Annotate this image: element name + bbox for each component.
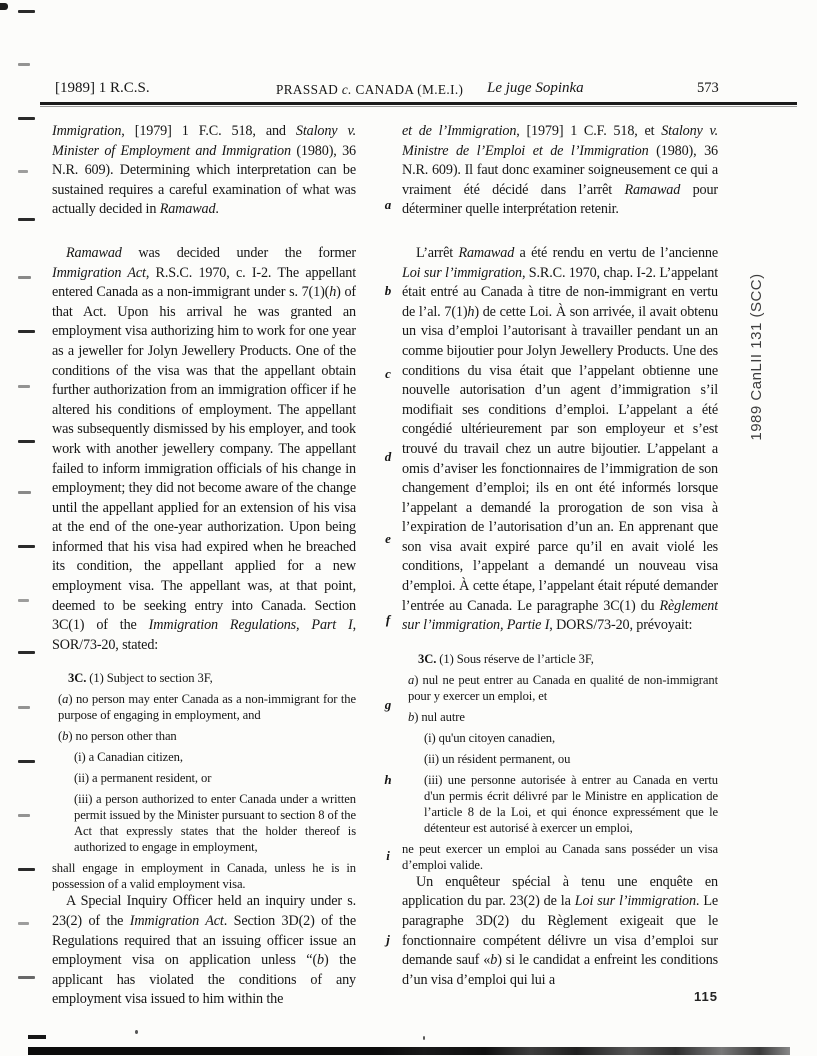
scan-artifact-dash: [18, 170, 28, 173]
margin-letter-c: c: [385, 366, 391, 381]
quote-line: 3C. (1) Subject to section 3F,: [68, 671, 213, 686]
english-column: [52, 122, 356, 1014]
french-column: [402, 122, 718, 1014]
scan-artifact-dash: [18, 651, 35, 654]
scan-artifact-dash: [18, 10, 35, 13]
judge-name: Le juge Sopinka: [487, 80, 584, 96]
paragraph: L’arrêt Ramawad a été rendu en vertu de l’ancienne Loi sur l’immigration, S.R.C. 1970, chap. I-2. L’appelant était entré au Canada à titre de non-immigrant en vertu de l’al. 7(1)h) de cette Loi. À son arrivée, il avait obtenu un visa d’emploi l’autorisant à travailler pendant un an comme bijoutier pour Jolyn Jewellery Products. Une des conditions du visa était que l’appelant obtienne une nouvelle autorisation d’un agent d’immigration s’il modifiait ses conditions d’emploi. L’appelant a été congédié ultérieurement par son employeur et s’est trouvé du travail chez un autre bijoutier. L’appelant a omis d’aviser les fonctionnaires de l’immigration de son changement d’emploi; ils en ont été informés lorsque l’appelant a demandé la prorogation de son visa à l’expiration de l’autorisation d’un an. En apprenant que son visa avait expiré parce qu’il en avait violé les conditions, l’appelant a demandé un nouveau visa d’emploi. À cette étape, l’appelant était réputé demander l’entrée au Canada. Le paragraphe 3C(1) du Règlement sur l’immigration, Partie I, DORS/73-20, prévoyait:: [402, 244, 718, 634]
scan-artifact-dash: [18, 330, 35, 333]
scan-artifact-dash: [18, 706, 30, 709]
scan-artifact-dash: [18, 117, 35, 120]
statute-quote: [402, 651, 718, 873]
scan-artifact-dash: [18, 868, 35, 871]
quote-line: (i) a Canadian citizen,: [74, 750, 183, 765]
paragraph: Un enquêteur spécial à tenu une enquête en application du par. 23(2) de la Loi sur l’immigration. Le paragraphe 3D(2) du Règlement exigeait que le fonctionnaire compétent délivre un visa d’emploi sur demande sauf «b) si le candidat a enfreint les conditions d’un visa d’emploi qui lui a: [402, 873, 718, 988]
scan-artifact-bottom-bar: [28, 1047, 790, 1055]
scan-artifact-dash: [18, 922, 29, 925]
quote-line: (ii) un résident permanent, ou: [424, 751, 571, 766]
canlii-citation-watermark: 1989 CanLII 131 (SCC): [748, 273, 765, 441]
paragraph: Ramawad was decided under the former Immigration Act, R.S.C. 1970, c. I-2. The appellant entered Canada as a non-immigrant under s. 7(1)(h) of that Act. Upon his arrival he was granted an employment visa authorizing him to work for one year as a jeweller for Jolyn Jewellery Products. One of the conditions of the visa was that the appellant obtain further authorization from an immigration officer if he altered his conditions of employment. The appellant was subsequently dismissed by his employer, and took work with another jewellery company. The appellant failed to inform immigration officials of his change in employment; they did not become aware of the change until the appellant applied for an extension of his visa at the end of the one-year authorization. Upon being informed that his visa had expired when he breached its condition, the appellant applied for a new employment visa. The appellant was, at that point, deemed to be seeking entry into Canada. Section 3C(1) of the Immigration Regulations, Part I, SOR/73-20, stated:: [52, 244, 356, 653]
scan-artifact-speck: [135, 1030, 138, 1034]
scan-artifact-dash: [28, 1035, 46, 1039]
quote-line: (a) no person may enter Canada as a non-immigrant for the purpose of engaging in employment, and: [58, 692, 356, 723]
quote-line: ne peut exercer un emploi au Canada sans posséder un visa d’emploi valide.: [402, 841, 718, 872]
quote-line: a) nul ne peut entrer au Canada en qualité de non-immigrant pour y exercer un emploi, et: [408, 672, 718, 703]
scan-artifact-dash: [18, 385, 30, 388]
scan-artifact-corner: [0, 3, 8, 10]
scan-artifact-dash: [18, 545, 35, 548]
margin-letter-e: e: [385, 531, 391, 546]
print-page-number: 115: [694, 989, 718, 1004]
scan-artifact-dash: [18, 63, 30, 66]
margin-letter-d: d: [384, 449, 392, 464]
header-rule-shadow: [40, 106, 797, 107]
quote-line: 3C. (1) Sous réserve de l’article 3F,: [418, 651, 594, 666]
quote-line: b) nul autre: [408, 709, 465, 724]
quote-line: (ii) a permanent resident, or: [74, 771, 212, 786]
scan-artifact-dash: [18, 491, 31, 494]
scan-artifact-dash: [18, 440, 35, 443]
scan-artifact-dash: [18, 599, 29, 602]
header-rule: [40, 102, 797, 105]
quote-line: (iii) a person authorized to enter Canada under a written permit issued by the Minister pursuant to section 8 of the Act that expressly states that the holder thereof is authorized to engage in employment,: [74, 792, 356, 855]
paragraph: et de l’Immigration, [1979] 1 C.F. 518, et Stalony v. Ministre de l’Emploi et de l’Immigration (1980), 36 N.R. 609). Il faut donc examiner soigneusement ce qui a vraiment été décidé dans l’arrêt Ramawad pour déterminer quelle interprétation retenir.: [402, 123, 718, 218]
case-title: PRASSAD c. CANADA (M.E.I.): [276, 82, 464, 97]
reporter-citation: [1989] 1 R.C.S.: [55, 80, 150, 96]
statute-quote: [52, 670, 356, 892]
margin-letter-h: h: [384, 772, 392, 787]
paragraph: A Special Inquiry Officer held an inquiry under s. 23(2) of the Immigration Act. Section 3D(2) of the Regulations required that an issuing officer issue an employment visa on application unless “(b) the applicant has violated the conditions of any employment visa issued to him within the: [52, 893, 356, 1008]
margin-letter-i: i: [386, 848, 390, 863]
scan-artifact-dash: [18, 276, 31, 279]
quote-line: (iii) une personne autorisée à entrer au Canada en vertu d'un permis écrit délivré par le Ministre en application de l’article 8 de la Loi, et qui énonce expressément que le détenteur est autorisé à exercer un emploi,: [424, 772, 718, 835]
paragraph: Immigration, [1979] 1 F.C. 518, and Stalony v. Minister of Employment and Immigration (1980), 36 N.R. 609). Determining which interpretation can be sustained requires a careful examination of what was actually decided in Ramawad.: [52, 123, 356, 218]
quote-line: (i) qu'un citoyen canadien,: [424, 730, 556, 745]
scan-artifact-speck: [423, 1036, 425, 1040]
margin-letter-a: a: [384, 197, 392, 212]
quote-line: shall engage in employment in Canada, unless he is in possession of a valid employment visa.: [52, 861, 356, 892]
scan-artifact-dash: [18, 218, 35, 221]
scan-artifact-dash: [18, 760, 35, 763]
margin-letter-f: f: [385, 612, 391, 627]
report-page-number: 573: [697, 80, 719, 96]
margin-letter-g: g: [384, 697, 392, 712]
margin-letter-j: j: [386, 932, 390, 947]
margin-letter-b: b: [384, 283, 392, 298]
quote-line: (b) no person other than: [58, 729, 177, 744]
scan-artifact-dash: [18, 976, 35, 979]
scan-artifact-dash: [18, 814, 30, 817]
